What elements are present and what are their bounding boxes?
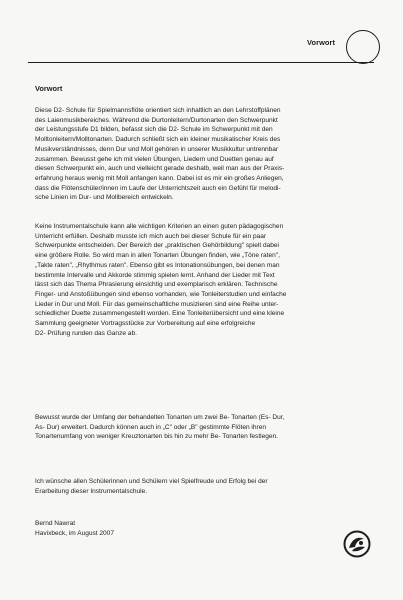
text-line: dass die Flötenschüler/innen im Laufe der Unterrichtszeit auch ein Gefühl für melodi- <box>35 184 281 192</box>
text-line: D2- Prüfung runden das Ganze ab. <box>35 329 137 337</box>
header-rule <box>28 62 374 63</box>
text-line: Sammlung geeigneter Vortragsstücke zur Vorbereitung auf eine erfolgreiche <box>35 320 256 328</box>
paragraph-keys <box>35 413 380 442</box>
text-line: Tonartenumfang von weniger Kreuztonarten bis hin zu mehr Be- Tonarten festlegen. <box>35 433 278 441</box>
text-line: Molltonleitern/Molltonarten. Dadurch schließt sich ein kleiner musikalischer Kreis des <box>35 136 281 144</box>
text-line: As- Dur) erweitert. Dadurch können auch in „C" oder „B" gestimmte Flöten ihren <box>35 423 266 431</box>
text-line: „Takte raten", „Rhythmus raten". Ebenso gibt es Intonationsübungen, bei denen man <box>35 261 280 269</box>
text-line: Ich wünsche allen Schülerinnen und Schülern viel Spielfreude und Erfolg bei der <box>35 478 268 485</box>
header-section-label: Vorwort <box>307 38 336 47</box>
paragraph-intro <box>35 106 380 203</box>
publisher-logo-icon <box>343 530 371 558</box>
text-line: Schwerpunkte entscheiden. Der Bereich der „praktischen Gehörbildung" spielt dabei <box>35 242 279 250</box>
text-line: Unterricht erfüllen. Deshalb musste ich mich auch bei dieser Schule für ein paar <box>35 232 267 240</box>
text-line: lässt sich das Thema Phrasierung einsichtig und exemplarisch erklären. Technische <box>35 281 278 289</box>
text-line: des Laienmusikbereiches. Während die Durtonleitern/Durtonarten den Schwerpunkt <box>35 116 278 124</box>
text-line: bestimmte Intervalle und Akkorde stimmig spielen lernt. Anhand der Lieder mit Text <box>35 271 275 279</box>
paragraph-criteria <box>35 222 380 338</box>
text-line: erfahrung heraus wenig mit Moll anfangen kann. Dabei ist es mir ein großes Anliegen, <box>35 174 284 182</box>
text-line: Finger- und Anstoßübungen sind ebenso vorhanden, wie Tonleiterstudien und einfache <box>35 290 287 298</box>
text-line: eine größere Rolle. So wird man in allen Tonarten Übungen finden, wie „Töne raten", <box>35 252 280 260</box>
text-line: zusammen. Bewusst gehe ich mit vielen Übungen, Liedern und Duetten genau auf <box>35 155 274 163</box>
signature-block <box>35 519 380 538</box>
paragraph-wishes <box>35 477 380 496</box>
text-line: der Leistungsstufe D1 bilden, befasst sich die D2- Schule im Schwerpunkt mit den <box>35 126 273 134</box>
place-date: Havixbeck, im August 2007 <box>35 529 114 537</box>
text-line: diesen Schwerpunkt ein, auch und vielleicht gerade deshalb, weil man aus der Praxis- <box>35 165 285 173</box>
text-line: schiedlicher Duette zusammengestellt worden. Eine Tonleiterübersicht und eine kleine <box>35 310 285 318</box>
text-line: Bewusst wurde der Umfang der behandelten Tonarten um zwei Be- Tonarten (Es- Dur, <box>35 414 285 421</box>
author-name: Bernd Nawrat <box>35 520 76 527</box>
text-line: sche Linien im Dur- und Mollbereich entwickeln. <box>35 194 174 202</box>
text-line: Musikverständnisses, denn Dur und Moll gehören in unserer Musikkultur untrennbar <box>35 145 279 153</box>
header-circle-icon <box>346 30 380 64</box>
text-line: Diese D2- Schule für Spielmannsflöte orientiert sich inhaltlich an den Lehrstoffplänen <box>35 107 281 114</box>
text-line: Lieder in Dur und Moll. Für das gemeinschaftliche musizieren sind eine Reihe unter- <box>35 300 279 308</box>
page-title: Vorwort <box>35 84 63 93</box>
text-line: Erarbeitung dieser Instrumentalschule. <box>35 487 148 495</box>
text-line: Keine Instrumentalschule kann alle wichtigen Kriterien an einen guten pädagogischen <box>35 223 284 230</box>
